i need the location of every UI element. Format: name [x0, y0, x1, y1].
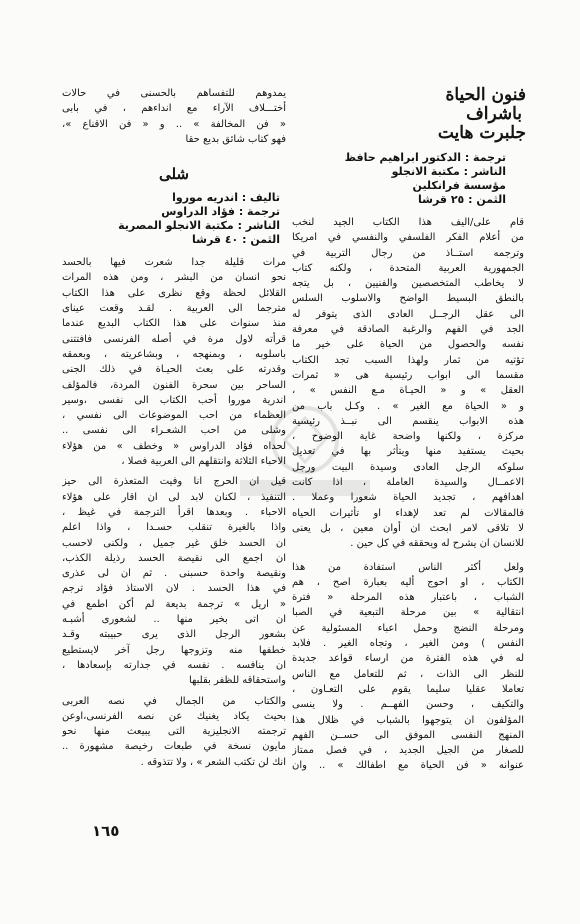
text-line: القلائل لحظة وقع نظرى على هذا الكتاب — [62, 287, 286, 299]
review-meta — [62, 191, 286, 247]
text-line: وشلى من احب الشعـراء الى نفسى .. — [62, 425, 286, 437]
text-line: قام على/اليف هذا الكتاب الجيد لنخب — [292, 217, 524, 228]
text-line: انك لن تكتب الشعر » ، ولا تتذوقه . — [140, 756, 286, 768]
continued-paragraph — [62, 86, 286, 147]
review-title-line: فنون الحياة — [445, 85, 526, 105]
text-line: بحيث يستفيد منها ويتأثر بها في تعديل — [292, 446, 524, 458]
text-line: له في هذه الفترة من ارساء قواعد جديدة — [292, 653, 524, 665]
text-line: وترجمه استــاذ من رجال التربية في — [292, 247, 524, 259]
meta-line: الناشر : مكتبة الانجلو — [391, 165, 506, 178]
text-line: الجمهورية العربية المتحدة ، ولكنه كتاب — [292, 262, 524, 274]
text-line: في هذا الحسد . لان الاستاذ فؤاد ترجم — [62, 583, 286, 595]
text-line: بشعور الرجل الذى يرى حبيبته وقـد — [62, 629, 286, 641]
review-title-line: باشراف — [466, 104, 522, 124]
text-line: الساحر بين سحرة الفنون المردة، فالمؤلف — [62, 379, 286, 391]
page-number: ١٦٥ — [92, 822, 120, 840]
text-line: باسلوبه ، وبمنهجه ، وبشاعريته ، وبعمقه — [62, 348, 286, 360]
text-line: تؤتيه من ثمار ولهذا السبب تجد الكتاب — [292, 354, 524, 366]
text-line: النفس ) ومن الغير ، وتجاه الغير . فلابد — [292, 638, 524, 650]
text-line: تعاملا عقليا سليما يقوم على التعـاون ، — [292, 683, 524, 695]
review-title: شلى — [158, 165, 190, 184]
review-meta — [292, 151, 524, 207]
text-line: فالمقالات لم تعد لإهداء او تأثيرات الحياه — [292, 507, 524, 519]
text-line: أختـــلاف الآراء مع انداءهم ، في بابى — [62, 103, 286, 115]
review-paragraph — [292, 215, 524, 552]
text-line: « فن المخالفة » .. و « فن الاقناع »، — [62, 118, 286, 130]
text-line: والكتاب من الجمال في نصه العربى — [62, 695, 286, 707]
text-line: الشباب ، باعتبار هذه المرحلة « فترة — [292, 592, 524, 604]
review-paragraph — [62, 474, 286, 688]
text-line: لا تلاقى لامر ابحث ان أوان معين ، بل يعنى — [292, 522, 524, 534]
meta-line: الناشر : مكتبة الانجلو المصرية — [118, 219, 280, 233]
text-line: واذا بالغيرة تنقلب حسـدا ، واذا اعلم — [62, 522, 286, 534]
text-line: اندرية موروا أحب الكتاب الى نفسى ،وسير — [62, 394, 286, 406]
text-line: الاحباء الثلاثة وانتقلهم الى العربية فصلا ، — [121, 456, 286, 468]
text-line: الكتاب ، او احوج أليه بعبارة اصح ، هم — [292, 576, 524, 588]
text-line: فهو كتاب شائق بديع حقا — [185, 133, 286, 145]
text-line: نفسه والحصول من الحياة على خير ما — [292, 339, 524, 351]
text-line: مترجما الى العربية . لقـد وقعت عيناى — [62, 303, 286, 315]
meta-line: ترجمة : فؤاد الدراوس — [161, 205, 280, 219]
text-line: وقدرته على بعث الحيـاة في ذلك الجنى — [62, 364, 286, 376]
text-line: لا يخاطب المتخصصين والفنيين ، بل يتجه — [292, 278, 524, 290]
text-line: سلوكه الرجل العادى وسيدة البيت ورجل — [292, 461, 524, 473]
text-line: للانسان ان يشرح له ويحققه في كل حين . — [350, 538, 524, 550]
text-line: ان ينافسه . نفسه في جدارته بإسعادها ، — [62, 659, 286, 671]
right-column — [292, 86, 524, 774]
text-line: مقسما الى ابواب رئيسية هى « ثمرات — [292, 369, 524, 381]
text-line: واستحقاقه للظفر بقلبها — [188, 675, 286, 687]
text-line: المؤلفون ان يتوجهوا بالشباب في ظلال هذا — [292, 714, 524, 726]
meta-line: ترجمة : الدكتور ابراهيم حافظ — [344, 151, 506, 164]
text-line: اهدافهم ، تجديد الحياة شعورا وعملا . — [292, 492, 524, 504]
text-line: و « الحياة مع الغير » . وكـل باب من — [292, 400, 524, 412]
meta-line: تاليف : اندريه موروا — [172, 191, 280, 205]
text-line: بالنطق البسيط الواضح والاسلوب السلس — [292, 293, 524, 305]
meta-line: الثمن : ٢٥ قرشا — [418, 193, 506, 206]
text-line: الاعمــال والسيدة العاملة ، اذا كانت — [292, 477, 524, 489]
text-line: نحو انسان من البشر ، ومن هذه المرات — [62, 272, 286, 284]
review-paragraph — [62, 694, 286, 770]
text-line: انتقالية » بين مرحلة التبعية في الصبا — [292, 607, 524, 619]
text-line: قرأته لاول مرة في أصله الفرنسى فافتتنى — [62, 333, 286, 345]
text-line: يمدوهم للتفساهم بالحسنى في حالات — [62, 88, 286, 99]
text-line: بحيث يكاد يغنيك عن نصه الفرنسى،اوعن — [62, 710, 286, 722]
text-line: الاحباء . وبعدها اقرأ الترجمة في غيظ ، — [62, 506, 286, 518]
text-line: ومرحلة النضج وحمل اعباء المسئولية عن — [292, 622, 524, 634]
text-line: مرات قليلة جدا شعرت فيها بالحسد — [62, 257, 286, 269]
text-line: مركزة ، ولكنها واضحة غاية الوضوح ، — [292, 431, 524, 443]
text-line: « اريل » ترجمة بديعة لم أكن اطمع في — [62, 598, 286, 610]
review-title-line: جلبرت هايت — [437, 123, 526, 143]
text-line: للنظر الى الذات ، ثم للتعامل مع الناس — [292, 668, 524, 680]
text-line: ولعل أكثر الناس استفادة من هذا — [292, 561, 524, 573]
text-line: ان اجمع الى نقيصة الحسد رذيلة الكذب، — [62, 552, 286, 564]
review-title-block — [414, 86, 526, 143]
meta-line: الثمن : ٤٠ قرشا — [192, 233, 280, 247]
review-paragraph — [292, 560, 524, 774]
text-line: عنوانه « فن الحياة مع اطفالك » .. وان — [292, 760, 524, 772]
text-line: قيل ان الحرج انا وفيت المتعذرة الى حيز — [62, 476, 286, 488]
text-line: ونقيصة واحدة حسبنى . ثم ان لى عذرى — [62, 568, 286, 580]
meta-line: مؤسسة فرانكلين — [412, 179, 506, 192]
left-column — [62, 86, 286, 770]
text-line: للصغار من الجيل الجديد ، في فصل ممتاز — [292, 745, 524, 757]
text-line: من أعلام الفكر الفلسفي والنفسي في امريكا — [292, 232, 524, 244]
text-line: ان اتى بخير منها .. لشعورى أشبـه — [62, 614, 286, 626]
text-line: ترجمته الانجليزية التى يبيعث منها نحو — [62, 726, 286, 738]
text-line: والتكيف ، وحسن الفهــم . ولا ينسى — [292, 699, 524, 711]
text-line: العقل » و « الحيـاة مـع النفس » ، — [292, 385, 524, 397]
text-line: هذه الابواب ينقسم الى نبــذ رئيسية — [292, 415, 524, 427]
review-paragraph — [62, 255, 286, 469]
text-line: مايون نسخة في طبعات رخيصة مشهورة .. — [62, 741, 286, 753]
text-line: لحداه فؤاد الدراوس « وخطف » من هؤلاء — [62, 440, 286, 452]
text-line: الى عقل الرجــل العادى الذى يتوفر له — [292, 308, 524, 320]
text-line: منذ سنوات على هذا الكتاب البديع عندما — [62, 318, 286, 330]
text-line: ان الحسد خلق غير جميل ، ولكنى لاحسب — [62, 537, 286, 549]
text-line: المنهج النفسى الموفق الى حســن الفهم — [292, 729, 524, 741]
text-line: التنفيذ ، لكنان لابد لى ان اقار على هؤلاء — [62, 491, 286, 503]
text-line: العظماء من احب الموضوعات الى نفسي ، — [62, 410, 286, 422]
text-line: الجد في الفهم والرغبة الصادقة في معرفة — [292, 324, 524, 336]
text-line: خطفها منه وتزوجها رجل آخر لايستطيع — [62, 644, 286, 656]
